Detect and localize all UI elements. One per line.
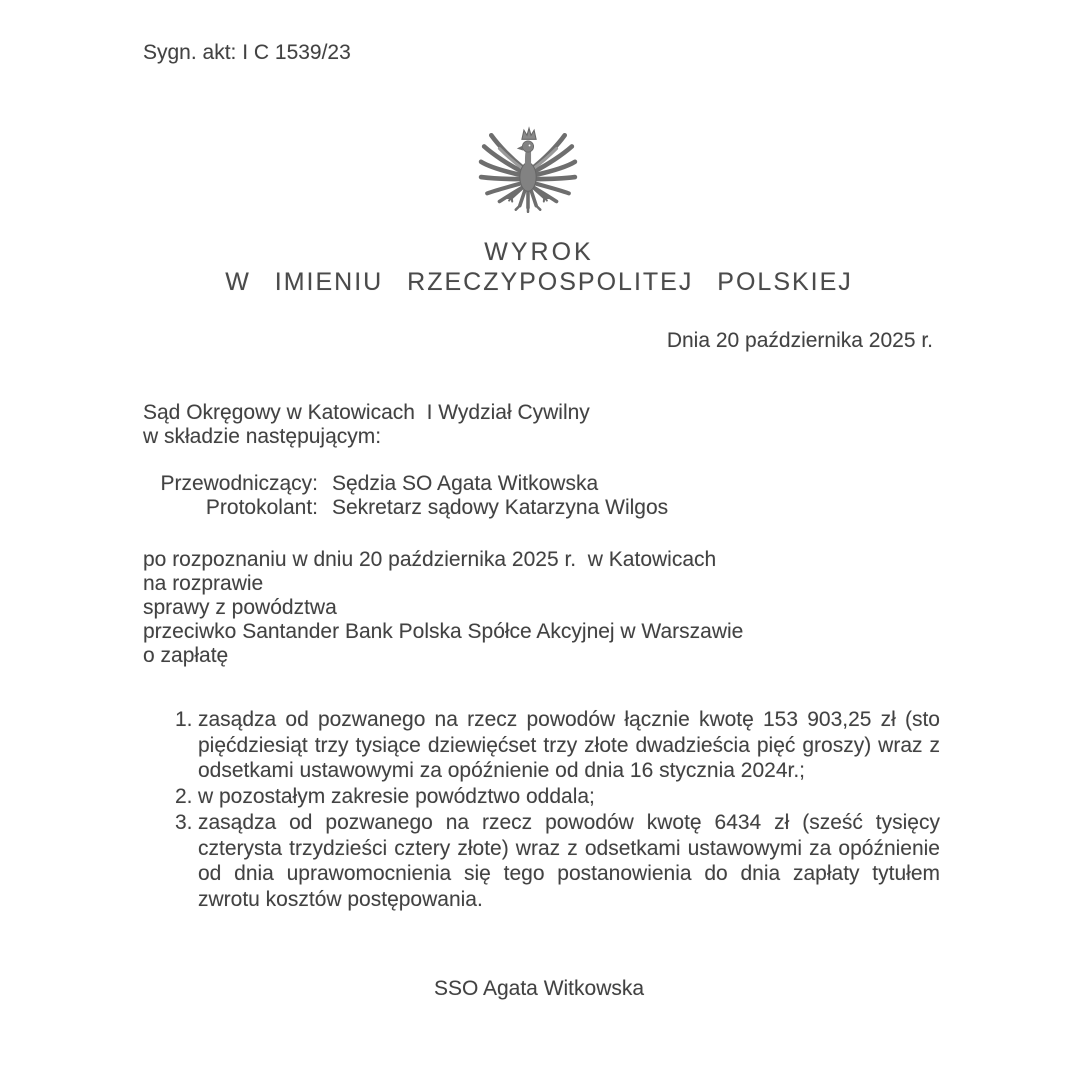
- panel-role-label: Przewodniczący:: [160, 472, 318, 495]
- panel-role-label: Protokolant:: [205, 496, 318, 519]
- case-intro: [143, 548, 743, 668]
- panel-member-name: Sekretarz sądowy Katarzyna Wilgos: [332, 496, 669, 519]
- document-title: WYROK: [484, 238, 594, 266]
- judgment-date: Dnia 20 października 2025 r.: [666, 329, 933, 352]
- intro-line: o zapłatę: [143, 644, 229, 667]
- intro-line: sprawy z powództwa: [143, 596, 337, 619]
- polish-eagle-emblem: [477, 124, 579, 224]
- ruling-item: [175, 707, 940, 784]
- intro-line: przeciwko Santander Bank Polska Spółce Akcyjnej w Warszawie: [143, 620, 744, 643]
- ruling-number: 2.: [175, 785, 193, 809]
- judge-signature: SSO Agata Witkowska: [433, 977, 645, 1000]
- case-number: Sygn. akt: I C 1539/23: [143, 41, 351, 64]
- panel-row-clerk: [143, 496, 668, 520]
- ruling-item: [175, 810, 940, 913]
- court-panel: [143, 472, 668, 520]
- court-info: [143, 401, 590, 449]
- document-subtitle: W IMIENIU RZECZYPOSPOLITEJ POLSKIEJ: [225, 268, 853, 296]
- panel-member-name: Sędzia SO Agata Witkowska: [332, 472, 599, 495]
- panel-row-presiding-judge: [143, 472, 668, 496]
- ruling-number: 3.: [175, 810, 193, 834]
- rulings-list: [175, 707, 940, 913]
- court-composition-intro: w składzie następującym:: [143, 425, 382, 448]
- intro-line: po rozpoznaniu w dniu 20 października 2025 r. w Katowicach: [143, 548, 717, 571]
- ruling-item: [175, 784, 940, 810]
- ruling-text: zasądza od pozwanego na rzecz powodów kwotę 6434 zł (sześć tysięcy czterysta trzydzieści cztery złote) wraz z odsetkami ustawowymi za opóźnienie od dnia uprawomocnienia się tego postanowienia do dnia zapłaty tytułem zwrotu kosztów postępowania.: [198, 810, 940, 911]
- polish-eagle-graphic: [477, 124, 579, 224]
- court-name: Sąd Okręgowy w Katowicach I Wydział Cywilny: [143, 401, 590, 424]
- ruling-number: 1.: [175, 708, 193, 731]
- intro-line: na rozprawie: [143, 572, 264, 595]
- ruling-text: zasądza od pozwanego na rzecz powodów łącznie kwotę 153 903,25 zł (sto pięćdziesiąt trzy tysiące dziewięćset trzy złote dwadzieścia pięć groszy) wraz z odsetkami ustawowymi za opóźnienie od dnia 16 stycznia 2024r.;: [198, 708, 940, 783]
- ruling-text: w pozostałym zakresie powództwo oddala;: [198, 785, 595, 809]
